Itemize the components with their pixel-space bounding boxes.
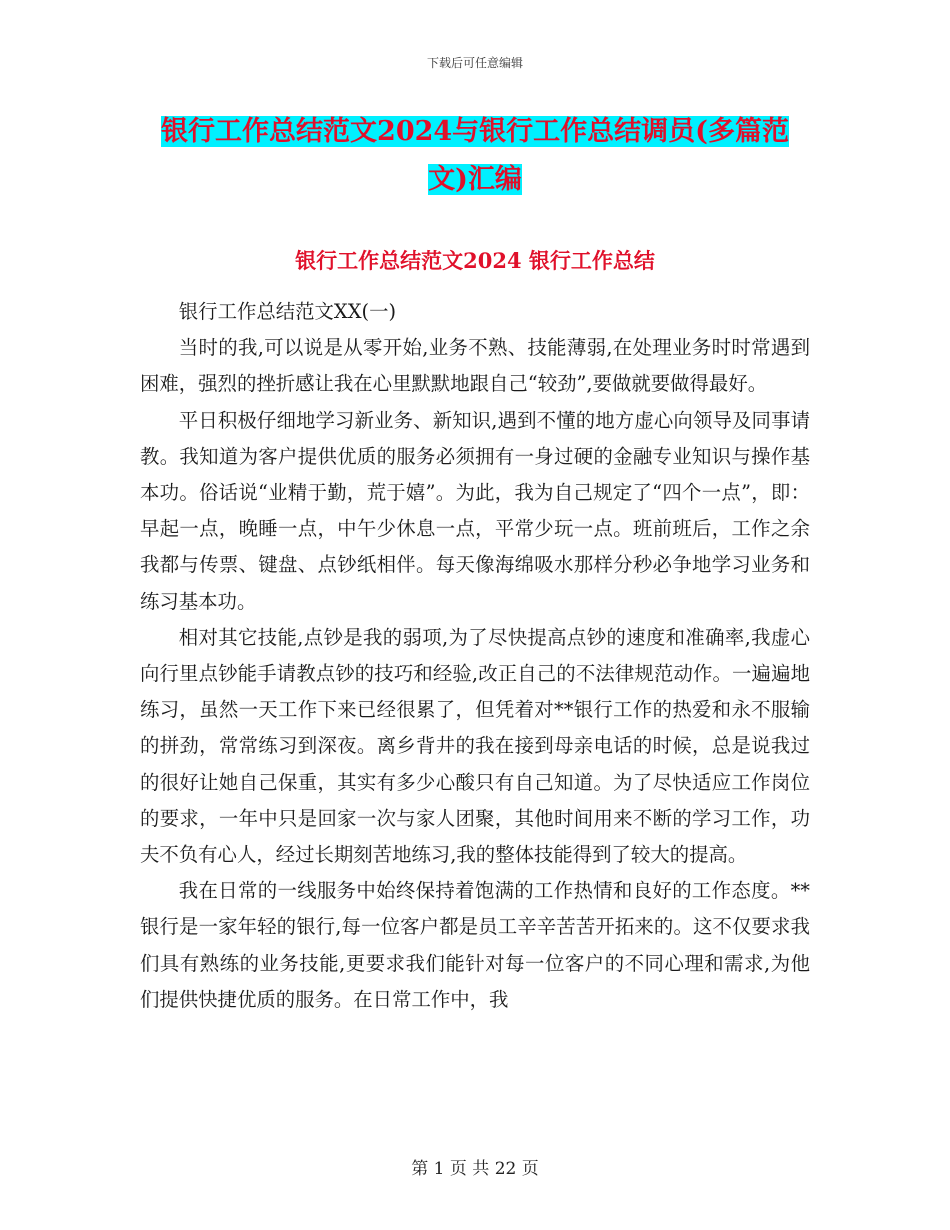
title-line-1: 银行工作总结范文2024与银行工作总结调员(多篇范 [161,116,789,147]
paragraph: 当时的我,可以说是从零开始,业务不熟、技能薄弱,在处理业务时时常遇到困难，强烈的挫折感让我在心里默默地跟自己“较劲”,要做就要做得最好。 [140,336,810,396]
body-text [140,294,810,1018]
paragraph: 平日积极仔细地学习新业务、新知识,遇到不懂的地方虚心向领导及同事请教。我知道为客户提供优质的服务必须拥有一身过硬的金融专业知识与操作基本功。俗话说“业精于勤，荒于嬉”。为此，我为自己规定了“四个一点”，即：早起一点，晚睡一点，中午少休息一点，平常少玩一点。班前班后，工作之余我都与传票、键盘、点钞纸相伴。每天像海绵吸水那样分秒必争地学习业务和练习基本功。 [140,408,810,613]
document-title [140,108,810,204]
paragraph: 我在日常的一线服务中始终保持着饱满的工作热情和良好的工作态度。**银行是一家年轻的银行,每一位客户都是员工辛辛苦苦开拓来的。这不仅要求我们具有熟练的业务技能,更要求我们能针对每一位客户的不同心理和需求,为他们提供快捷优质的服务。在日常工作中，我 [140,879,810,1011]
paragraph: 相对其它技能,点钞是我的弱项,为了尽快提高点钞的速度和准确率,我虚心向行里点钞能手请教点钞的技巧和经验,改正自己的不法律规范动作。一遍遍地练习，虽然一天工作下来已经很累了，但凭着对**银行工作的热爱和永不服输的拼劲，常常练习到深夜。离乡背井的我在接到母亲电话的时候，总是说我过的很好让她自己保重，其实有多少心酸只有自己知道。为了尽快适应工作岗位的要求，一年中只是回家一次与家人团聚，其他时间用来不断的学习工作，功夫不负有心人，经过长期刻苦地练习,我的整体技能得到了较大的提高。 [140,625,810,867]
section-title: 银行工作总结范文2024 银行工作总结 [295,248,655,273]
title-line-2: 文)汇编 [428,164,522,195]
page-header: 下载后可任意编辑 [426,56,523,70]
paragraph-heading: 银行工作总结范文XX(一) [178,300,397,323]
page-footer: 第 1 页 共 22 页 [411,1159,539,1179]
